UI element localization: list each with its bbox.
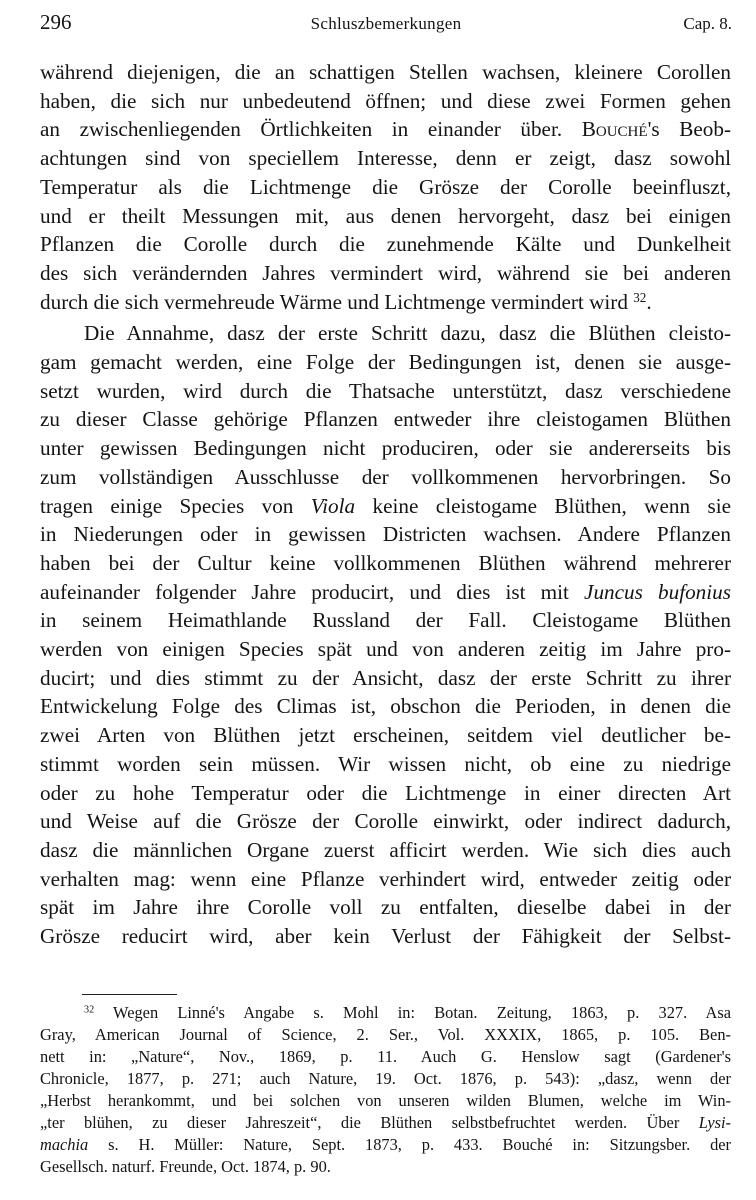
text-line: setzt wurden, wird durch die Thatsache unterstützt, dasz verschiedene	[40, 378, 731, 403]
text-line: in Niederungen oder in gewissen Districten wachsen. Andere Pflanzen	[40, 522, 731, 547]
text-line: des sich verändernden Jahres vermindert wird, während sie bei anderen	[40, 260, 731, 285]
footnote-line: nett in: „Nature“, Nov., 1869, p. 11. Auch G. Henslow sagt (Gardener's	[40, 1047, 731, 1066]
text-line: unter gewissen Bedingungen nicht produciren, oder sie andererseits bis	[40, 436, 731, 461]
text-line: haben bei der Cultur keine vollkommenen Blüthen während mehrerer	[40, 550, 731, 575]
footnote-line: Gesellsch. naturf. Freunde, Oct. 1874, p. 90.	[40, 1157, 331, 1176]
main-text	[40, 58, 731, 951]
taxon-name: machia	[40, 1135, 89, 1154]
text-line: stimmt worden sein müssen. Wir wissen nicht, ob eine zu niedrige	[40, 751, 731, 776]
footnote-line: machia s. H. Müller: Nature, Sept. 1873, p. 433. Bouché in: Sitzungsber. der	[40, 1135, 731, 1154]
chapter-label: Cap. 8.	[683, 14, 732, 33]
page-number: 296	[40, 10, 72, 34]
footnote-line: „ter blühen, zu dieser Jahreszeit“, die Blüthen selbstbefruchtet werden. Über Lysi-	[40, 1113, 731, 1132]
text-line: verhalten mag: wenn eine Pflanze verhindert wird, entweder zeitig oder	[40, 866, 731, 891]
footnote-line: $^{32}$ Wegen Linné's Angabe s. Mohl in: Botan. Zeitung, 1863, p. 327. Asa	[84, 1003, 731, 1022]
paragraph-1	[40, 58, 731, 316]
text-line: aufeinander folgender Jahre producirt, und dies ist mit Juncus bufonius	[40, 579, 731, 604]
text-line: ducirt; und dies stimmt zu der Ansicht, dasz der erste Schritt zu ihrer	[40, 665, 731, 690]
text-line: durch die sich vermehreude Wärme und Lichtmenge vermindert wird $^{32}$.	[40, 289, 652, 314]
text-line: Entwickelung Folge des Climas ist, obschon die Perioden, in denen die	[40, 694, 731, 719]
footnote-divider	[82, 994, 177, 995]
paragraph-2	[40, 319, 731, 950]
author-name: Bouché	[581, 117, 648, 142]
text-line: Pflanzen die Corolle durch die zunehmende Kälte und Dunkelheit	[40, 232, 731, 257]
text-line: zum vollständigen Ausschlusse der vollkommenen hervorbringen. So	[40, 464, 731, 489]
text-line: oder zu hohe Temperatur oder die Lichtmenge in einer directen Art	[40, 780, 731, 805]
text-line: zwei Arten von Blüthen jetzt erscheinen, seitdem viel deutlicher be-	[40, 723, 731, 748]
text-line: haben, die sich nur unbedeutend öffnen; und diese zwei Formen gehen	[40, 88, 731, 113]
text-line: in seinem Heimathlande Russland der Fall. Cleistogame Blüthen	[40, 608, 731, 633]
text-line: gam gemacht werden, eine Folge der Bedingungen ist, denen sie ausge-	[40, 350, 731, 375]
text-line: während diejenigen, die an schattigen Stellen wachsen, kleinere Corollen	[40, 60, 731, 84]
text-line: und er theilt Messungen mit, aus denen hervorgeht, dasz bei einigen	[40, 203, 731, 228]
footnote-line: Gray, American Journal of Science, 2. Ser., Vol. XXXIX, 1865, p. 105. Ben-	[40, 1025, 731, 1044]
text-line: achtungen sind von speciellem Interesse, denn er zeigt, dasz sowohl	[40, 146, 731, 171]
taxon-name: Viola	[310, 493, 356, 518]
running-title: Schluszbemerkungen	[310, 14, 462, 33]
text-line: dasz die männlichen Organe zuerst afficirt werden. Wie sich dies auch	[40, 837, 731, 862]
footnote-line: „Herbst herankommt, und bei solchen von unseren wilden Blumen, welche im Win-	[40, 1091, 731, 1110]
running-header	[40, 10, 732, 44]
text-line: an zwischenliegenden Örtlichkeiten in einander über. Bouché's Beob-	[40, 117, 732, 142]
footnote-number: 32	[84, 1004, 95, 1016]
text-line: tragen einige Species von Viola keine cleistogame Blüthen, wenn sie	[40, 493, 731, 518]
text-line: Temperatur als die Lichtmenge die Grösze der Corolle beeinfluszt,	[40, 174, 731, 199]
footnote-32	[40, 1002, 731, 1178]
footnote-reference: 32	[633, 289, 647, 305]
text-line: werden von einigen Species spät und von anderen zeitig im Jahre pro-	[40, 637, 731, 662]
footnote-line: Chronicle, 1877, p. 271; auch Nature, 19. Oct. 1876, p. 543): „dasz, wenn der	[40, 1069, 731, 1088]
text-line: Die Annahme, dasz der erste Schritt dazu, dasz die Blüthen cleisto-	[84, 321, 731, 346]
text-line: und Weise auf die Grösze der Corolle einwirkt, oder indirect dadurch,	[40, 809, 731, 834]
taxon-name: Juncus bufonius	[584, 579, 731, 604]
taxon-name: Lysi-	[698, 1113, 731, 1132]
text-line: spät im Jahre ihre Corolle voll zu entfalten, dieselbe dabei in der	[40, 895, 731, 920]
text-line: zu dieser Classe gehörige Pflanzen entweder ihre cleistogamen Blüthen	[40, 407, 731, 432]
text-line: Grösze reducirt wird, aber kein Verlust der Fähigkeit der Selbst-	[40, 924, 731, 949]
